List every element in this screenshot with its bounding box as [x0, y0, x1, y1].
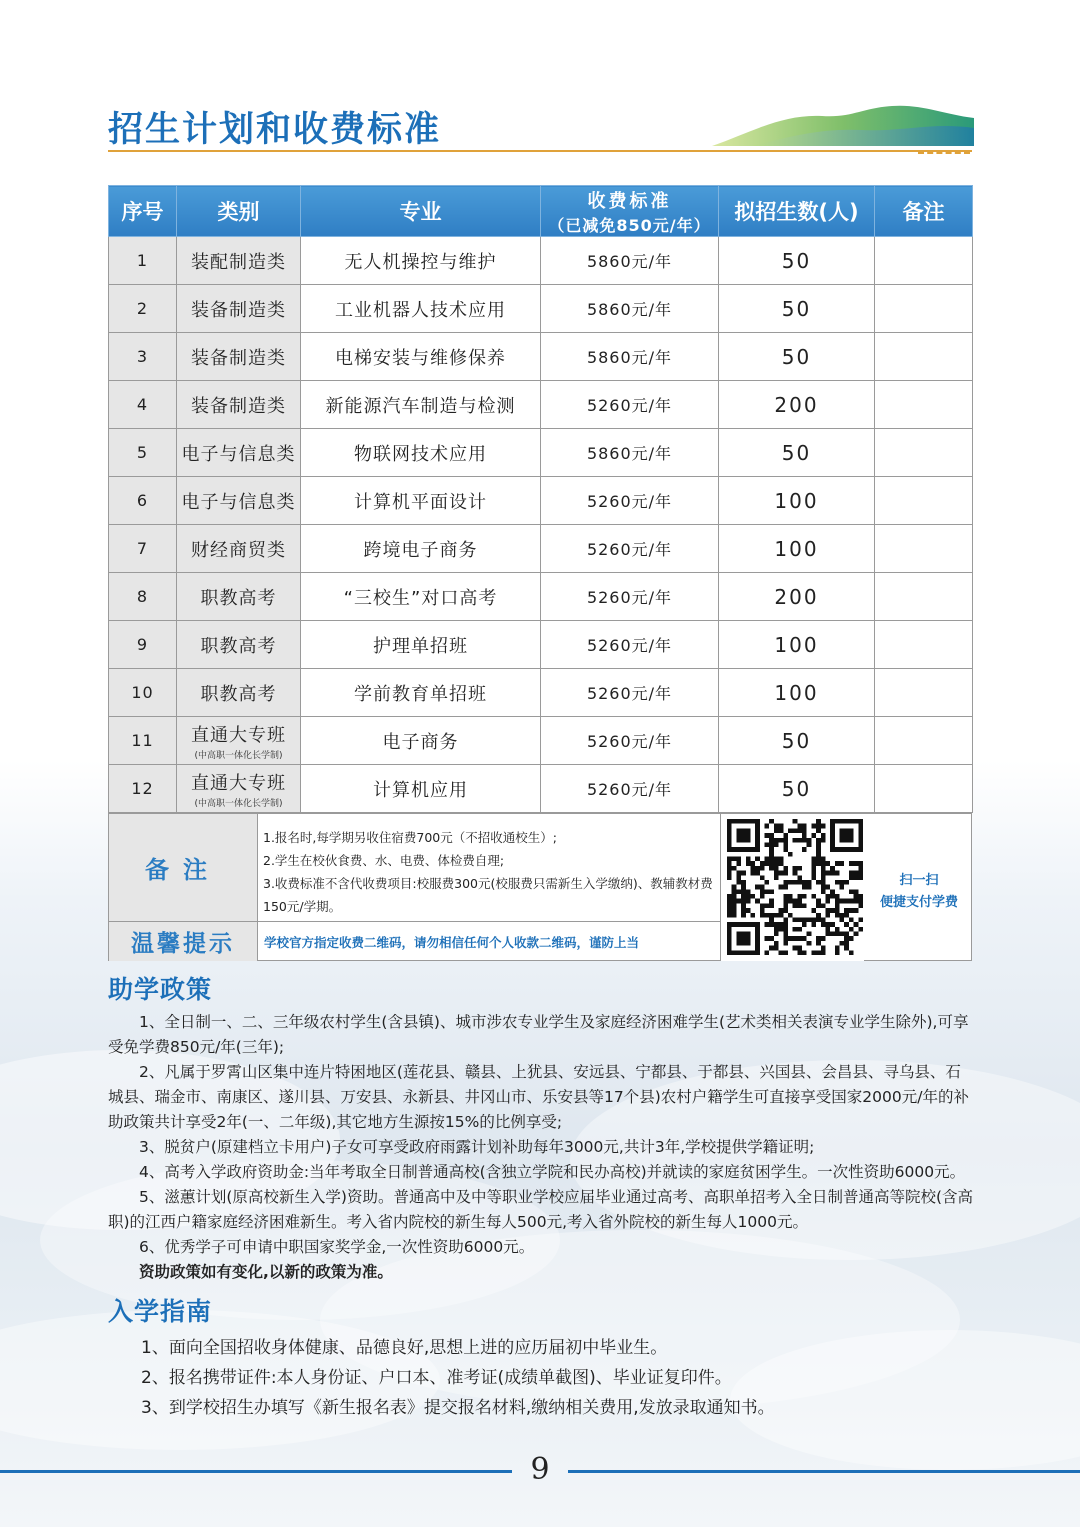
cell-remark — [875, 621, 973, 669]
cell-category-text: 装备制造类 — [191, 299, 286, 321]
payment-qr-code-icon[interactable] — [727, 819, 863, 955]
table-row — [109, 525, 973, 573]
note-line: 2.学生在校伙食费、水、电费、体检费自理; — [263, 853, 505, 868]
cell-remark — [875, 669, 973, 717]
table-row — [109, 333, 973, 381]
notes-label: 备注 — [109, 814, 258, 921]
notes-list — [263, 826, 715, 918]
cell-category — [177, 477, 301, 525]
cell-category-text: 直通大专班 — [191, 772, 286, 794]
header-no: 序号 — [109, 186, 177, 237]
header-category: 类别 — [177, 186, 301, 237]
cell-no: 8 — [109, 573, 177, 621]
page-number: 9 — [530, 1452, 550, 1487]
cell-category-subtext: (中高职一体化长学制) — [194, 750, 283, 761]
cell-remark — [875, 477, 973, 525]
cell-no: 6 — [109, 477, 177, 525]
cell-quota: 50 — [719, 285, 875, 333]
cell-category-text: 职教高考 — [200, 587, 277, 609]
cell-fee: 5260元/年 — [541, 717, 719, 765]
cell-category-text: 职教高考 — [200, 635, 277, 657]
page-title: 招生计划和收费标准 — [108, 110, 442, 150]
cell-major: 电梯安装与维修保养 — [301, 333, 541, 381]
cell-quota: 200 — [719, 573, 875, 621]
cell-category — [177, 525, 301, 573]
cell-major: 护理单招班 — [301, 621, 541, 669]
cell-no: 7 — [109, 525, 177, 573]
cell-category-text: 职教高考 — [200, 683, 277, 705]
note-line: 1.报名时,每学期另收住宿费700元（不招收通校生）; — [263, 830, 557, 845]
cell-remark — [875, 573, 973, 621]
cell-remark — [875, 717, 973, 765]
table-row — [109, 669, 973, 717]
header-major: 专业 — [301, 186, 541, 237]
cell-category-text: 电子与信息类 — [181, 491, 296, 513]
mountain-logo-icon — [712, 102, 974, 148]
cell-quota: 100 — [719, 477, 875, 525]
aid-paragraph: 5、滋蕙计划(原高校新生入学)资助。普通高中及中等职业学校应届毕业通过高考、高职单招考入全日制普通高等院校(含高职)的江西户籍家庭经济困难新生。考入省内院校的新生每人500元,考入省外院校的新生每人1000元。 — [108, 1188, 974, 1231]
cell-major: “三校生”对口高考 — [301, 573, 541, 621]
cell-remark — [875, 333, 973, 381]
cell-fee: 5860元/年 — [541, 429, 719, 477]
cell-category — [177, 237, 301, 285]
notes-box — [108, 813, 972, 961]
cell-fee: 5860元/年 — [541, 237, 719, 285]
table-row — [109, 285, 973, 333]
cell-fee: 5260元/年 — [541, 477, 719, 525]
cell-remark — [875, 285, 973, 333]
cell-quota: 100 — [719, 525, 875, 573]
cell-no: 12 — [109, 765, 177, 813]
cell-fee: 5260元/年 — [541, 573, 719, 621]
cell-category-text: 直通大专班 — [191, 724, 286, 746]
aid-paragraph: 3、脱贫户(原建档立卡用户)子女可享受政府雨露计划补助每年3000元,共计3年,学校提供学籍证明; — [139, 1138, 815, 1156]
cell-quota: 50 — [719, 429, 875, 477]
table-row — [109, 477, 973, 525]
header-remark: 备注 — [875, 186, 973, 237]
cell-major: 无人机操控与维护 — [301, 237, 541, 285]
tips-text: 学校官方指定收费二维码，请勿相信任何个人收款二维码，谨防上当 — [258, 921, 720, 961]
enrollment-guide-title: 入学指南 — [108, 1297, 213, 1326]
cell-no: 1 — [109, 237, 177, 285]
note-line: 3.收费标准不含代收费项目:校服费300元(校服费只需新生入学缴纳)、教辅教材费150元/学期。 — [263, 876, 713, 914]
title-rule — [108, 150, 972, 152]
cell-quota: 50 — [719, 765, 875, 813]
enrollment-plan-table — [108, 185, 973, 813]
cell-quota: 50 — [719, 237, 875, 285]
qr-caption-line-1: 扫一扫 — [899, 873, 939, 888]
guide-item: 3、到学校招生办填写《新生报名表》提交报名材料,缴纳相关费用,发放录取通知书。 — [141, 1398, 775, 1418]
aid-paragraph: 6、优秀学子可申请中职国家奖学金,一次性资助6000元。 — [139, 1238, 535, 1256]
cell-major: 计算机平面设计 — [301, 477, 541, 525]
header-quota: 拟招生数(人) — [719, 186, 875, 237]
cell-category — [177, 717, 301, 765]
guide-item: 2、报名携带证件:本人身份证、户口本、准考证(成绩单截图)、毕业证复印件。 — [141, 1368, 732, 1388]
qr-code-panel — [720, 814, 864, 961]
cell-major: 新能源汽车制造与检测 — [301, 381, 541, 429]
cell-category — [177, 381, 301, 429]
cell-category — [177, 429, 301, 477]
cell-no: 10 — [109, 669, 177, 717]
cell-remark — [875, 765, 973, 813]
cell-no: 5 — [109, 429, 177, 477]
header-fee-sub: （已减免850元/年） — [548, 215, 711, 235]
cell-category — [177, 765, 301, 813]
cell-major: 物联网技术应用 — [301, 429, 541, 477]
cell-quota: 50 — [719, 333, 875, 381]
qr-caption-line-2: 便捷支付学费 — [879, 895, 958, 910]
header-fee-main: 收费标准 — [587, 190, 672, 212]
cell-fee: 5260元/年 — [541, 381, 719, 429]
aid-policy-title: 助学政策 — [108, 975, 213, 1004]
cell-fee: 5260元/年 — [541, 621, 719, 669]
cell-no: 3 — [109, 333, 177, 381]
table-row — [109, 381, 973, 429]
qr-caption — [869, 870, 969, 914]
header-fee — [541, 186, 719, 237]
cell-category — [177, 573, 301, 621]
cell-fee: 5860元/年 — [541, 333, 719, 381]
cell-major: 跨境电子商务 — [301, 525, 541, 573]
table-row — [109, 573, 973, 621]
table-row — [109, 237, 973, 285]
cell-quota: 50 — [719, 717, 875, 765]
cell-category — [177, 285, 301, 333]
cell-no: 2 — [109, 285, 177, 333]
cell-remark — [875, 381, 973, 429]
cell-no: 11 — [109, 717, 177, 765]
cell-category-text: 财经商贸类 — [191, 539, 286, 561]
tips-label: 温馨提示 — [109, 921, 258, 961]
aid-closing-note: 资助政策如有变化,以新的政策为准。 — [139, 1263, 393, 1281]
cell-quota: 100 — [719, 669, 875, 717]
cell-major: 工业机器人技术应用 — [301, 285, 541, 333]
cell-category-text: 装配制造类 — [191, 251, 286, 273]
table-row — [109, 765, 973, 813]
cell-major: 电子商务 — [301, 717, 541, 765]
cell-fee: 5860元/年 — [541, 285, 719, 333]
cell-no: 9 — [109, 621, 177, 669]
cell-major: 学前教育单招班 — [301, 669, 541, 717]
aid-paragraph: 1、全日制一、二、三年级农村学生(含县镇)、城市涉农专业学生及家庭经济困难学生(艺术类相关表演专业学生除外),可享受免学费850元/年(三年); — [108, 1013, 969, 1056]
table-header-row — [109, 186, 973, 237]
cell-remark — [875, 237, 973, 285]
cell-remark — [875, 525, 973, 573]
cell-quota: 200 — [719, 381, 875, 429]
guide-item: 1、面向全国招收身体健康、品德良好,思想上进的应历届初中毕业生。 — [141, 1338, 668, 1358]
cell-category-text: 装备制造类 — [191, 347, 286, 369]
table-row — [109, 717, 973, 765]
cell-remark — [875, 429, 973, 477]
footer-rule-right — [568, 1470, 1080, 1473]
title-dots — [918, 152, 970, 156]
cell-major: 计算机应用 — [301, 765, 541, 813]
table-row — [109, 429, 973, 477]
cell-fee: 5260元/年 — [541, 669, 719, 717]
cell-category-subtext: (中高职一体化长学制) — [194, 798, 283, 809]
footer-rule-left — [0, 1470, 512, 1473]
cell-category — [177, 621, 301, 669]
cell-category — [177, 333, 301, 381]
table-row — [109, 621, 973, 669]
cell-quota: 100 — [719, 621, 875, 669]
cell-no: 4 — [109, 381, 177, 429]
aid-paragraph: 4、高考入学政府资助金:当年考取全日制普通高校(含独立学院和民办高校)并就读的家庭贫困学生。一次性资助6000元。 — [139, 1163, 966, 1181]
cell-fee: 5260元/年 — [541, 525, 719, 573]
cell-category-text: 装备制造类 — [191, 395, 286, 417]
cell-category-text: 电子与信息类 — [181, 443, 296, 465]
aid-paragraph: 2、凡属于罗霄山区集中连片特困地区(莲花县、赣县、上犹县、安远县、宁都县、于都县、兴国县、会昌县、寻乌县、石城县、瑞金市、南康区、遂川县、万安县、永新县、井冈山市、乐安县等17个县)农村户籍学生可直接享受国家2000元/年的补助政策共计享受2年(一、二年级),其它地方生源按15%的比例享受; — [108, 1063, 969, 1131]
cell-category — [177, 669, 301, 717]
cell-fee: 5260元/年 — [541, 765, 719, 813]
